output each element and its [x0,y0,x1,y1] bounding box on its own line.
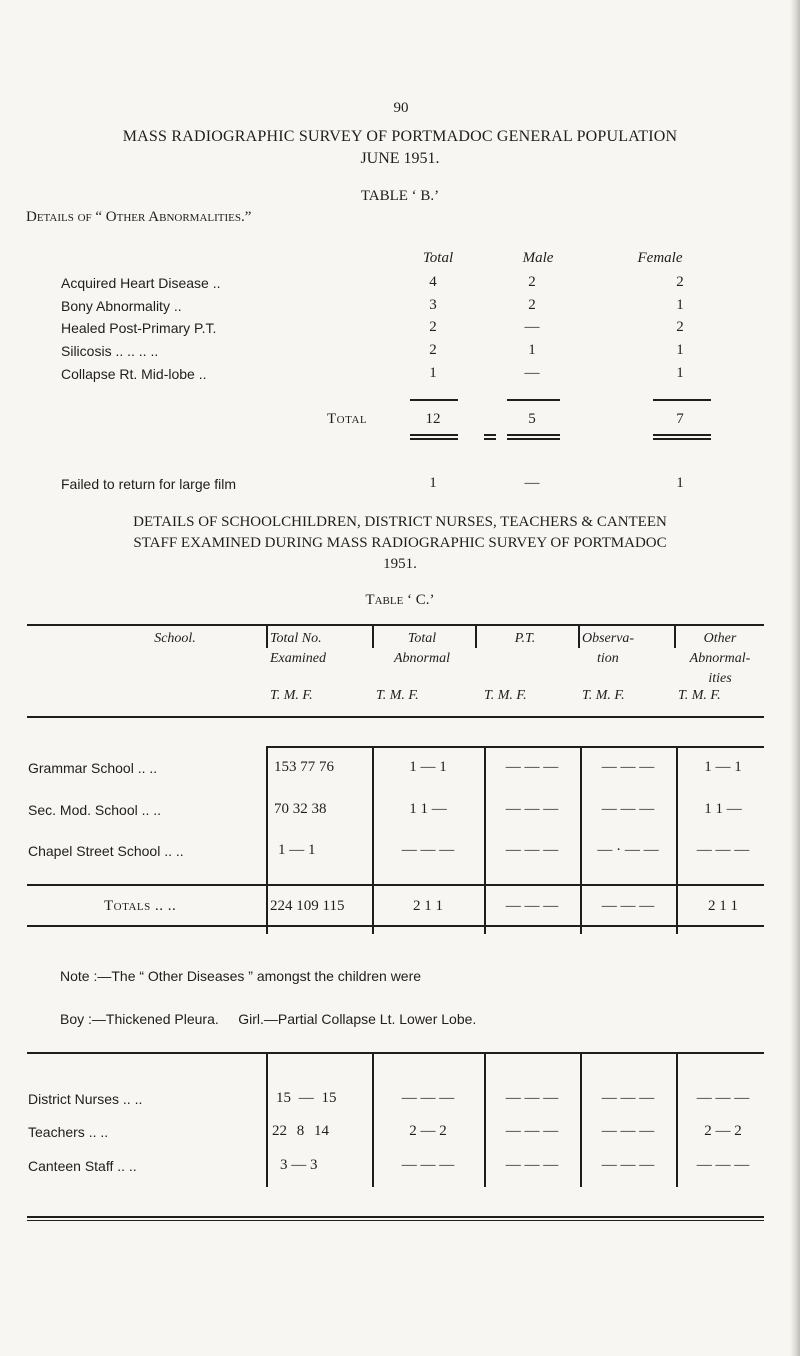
table-b-row-total: 4 [429,274,437,290]
table-b-row-label: Bony Abnormality .. [61,298,182,314]
table-c-row-examined: 70 32 38 [274,801,327,817]
table-c-header-examined: Examined [270,651,326,666]
table-b-row-male: — [524,365,540,381]
table-b-row-total: 1 [429,365,437,381]
table-b-double-rule [507,438,560,440]
table-c-row-abnormal: 1 1 — [409,801,447,817]
table-c-header-other-2: Abnormal- [689,651,751,666]
table-c-staff-pt: — — — [505,1090,559,1106]
table-c-staff-label: Teachers .. .. [28,1124,109,1140]
table-c-note-line2: Boy :—Thickened Pleura. Girl.—Partial Collapse Lt. Lower Lobe. [60,1011,477,1027]
table-c-totals-top-rule [27,884,764,886]
table-c-staff-examined: 3 — 3 [280,1157,318,1173]
table-b-row-total: 2 [429,342,437,358]
table-c-row-other: — — — [696,842,750,858]
table-c-staff-other: — — — [696,1157,750,1173]
table-c-row-pt: — — — [505,801,559,817]
table-c-staff-examined: 22 8 14 [272,1123,329,1139]
table-b-double-rule [410,438,458,440]
table-c-tmf-observation: T. M. F. [582,688,625,703]
table-b-failed-female: 1 [676,475,684,491]
table-b-row-female: 1 [676,297,684,313]
table-c-tmf-other: T. M. F. [678,688,721,703]
table-b-caption: TABLE ‘ B.’ [360,188,440,204]
table-c-header-total: Total [407,631,437,646]
table-c-header-vline [475,626,477,648]
table-b-double-rule [484,438,496,440]
table-b-row-total: 3 [429,297,437,313]
table-c-staff-vline [266,1052,268,1187]
table-b-total-label: Total [327,411,368,427]
table-c-header-pt: P.T. [514,631,536,646]
table-c-body-vline [266,746,268,896]
table-c-staff-pt: — — — [505,1123,559,1139]
table-b-header-male: Male [522,250,554,266]
table-b-row-total: 2 [429,319,437,335]
table-c-totals-label: Totals .. .. [104,898,177,914]
table-c-header-observation-2: tion [597,651,619,666]
table-c-staff-abnormal: — — — [401,1157,455,1173]
table-b-total-value: 12 [425,411,441,427]
table-c-totals-obs: — — — [601,898,655,914]
table-c-tmf-examined: T. M. F. [270,688,313,703]
table-b-row-label: Acquired Heart Disease .. [61,275,221,291]
table-b-header-female: Female [637,250,683,266]
table-c-totals-bottom-rule [27,925,764,927]
table-b-row-male: — [524,319,540,335]
table-c-tmf-abnormal: T. M. F. [376,688,419,703]
table-c-staff-examined: 15 — 15 [276,1090,337,1106]
table-b-double-rule [653,438,711,440]
table-c-header-abnormal: Abnormal [394,651,450,666]
table-c-header-vline [674,626,676,648]
table-c-staff-pt: — — — [505,1157,559,1173]
table-c-row-obs: — — — [601,759,655,775]
table-b-total-female: 7 [676,411,684,427]
table-b-double-rule [410,434,458,436]
table-c-row-other: 1 — 1 [704,759,742,775]
table-c-header-vline [578,626,580,648]
table-c-staff-other: — — — [696,1090,750,1106]
table-b-sum-rule-female [653,399,711,401]
table-c-body-top-rule [266,746,764,748]
main-title-line2: JUNE 1951. [360,150,440,167]
table-b-double-rule [507,434,560,436]
table-c-totals-examined: 224 109 115 [270,898,345,914]
table-b-row-female: 1 [676,342,684,358]
table-b-total-male: 5 [528,411,536,427]
table-c-row-pt: — — — [505,759,559,775]
table-b-failed-label: Failed to return for large film [61,476,237,492]
table-c-row-abnormal: 1 — 1 [409,759,447,775]
table-b-row-female: 2 [676,319,684,335]
table-c-staff-obs: — — — [601,1123,655,1139]
table-c-row-obs: — — — [601,801,655,817]
table-b-failed-male: — [524,475,540,491]
table-b-sum-rule-male [507,399,560,401]
table-c-staff-other: 2 — 2 [704,1123,742,1139]
table-c-staff-label: Canteen Staff .. .. [28,1158,137,1174]
table-b-header-total: Total [422,250,454,266]
table-b-row-male: 1 [528,342,536,358]
table-c-totals-pt: — — — [505,898,559,914]
table-b-row-label: Collapse Rt. Mid-lobe .. [61,366,207,382]
table-b-row-male: 2 [528,274,536,290]
table-c-row-pt: — — — [505,842,559,858]
table-c-staff-obs: — — — [601,1157,655,1173]
table-c-row-label: Grammar School .. .. [28,760,158,776]
table-c-note-line1: Note :—The “ Other Diseases ” amongst the children were [60,968,422,984]
section2-title-line2: STAFF EXAMINED DURING MASS RADIOGRAPHIC SURVEY OF PORTMADOC [133,535,667,551]
table-b-double-rule [653,434,711,436]
table-c-header-vline [266,626,268,648]
table-c-bottom-rule [27,1220,764,1221]
table-c-totals-abnormal: 2 1 1 [413,898,443,914]
table-b-row-label: Silicosis .. .. .. .. [61,343,159,359]
table-b-row-female: 1 [676,365,684,381]
table-c-row-label: Sec. Mod. School .. .. [28,802,162,818]
table-c-header-total-no: Total No. [270,631,322,646]
table-c-row-obs: — · — — [597,842,659,858]
table-c-top-rule [27,624,764,626]
section2-title-line3: 1951. [383,556,417,572]
table-c-bottom-rule [27,1216,764,1218]
page-number: 90 [393,100,409,116]
table-b-sum-rule-total [410,399,458,401]
table-c-header-school: School. [154,631,196,646]
table-c-totals-other: 2 1 1 [708,898,738,914]
table-c-staff-top-rule [27,1052,764,1054]
table-b-double-rule [484,434,496,436]
table-c-caption: Table ‘ C.’ [365,592,435,608]
table-c-row-other: 1 1 — [704,801,742,817]
table-b-row-male: 2 [528,297,536,313]
table-b-subtitle: Details of “ Other Abnormalities.” [26,209,252,225]
table-c-header-rule [27,716,764,718]
table-c-row-label: Chapel Street School .. .. [28,843,184,859]
table-c-staff-obs: — — — [601,1090,655,1106]
table-c-header-observation: Observa- [582,631,635,646]
table-b-failed-total: 1 [429,475,437,491]
table-c-header-vline [372,626,374,648]
table-c-header-other: Other [703,631,737,646]
table-b-row-label: Healed Post-Primary P.T. [61,320,217,336]
table-c-header-other-3: ities [708,671,732,686]
table-c-tmf-pt: T. M. F. [484,688,527,703]
table-c-staff-abnormal: 2 — 2 [409,1123,447,1139]
table-b-row-female: 2 [676,274,684,290]
table-c-staff-abnormal: — — — [401,1090,455,1106]
table-c-row-examined: 153 77 76 [274,759,334,775]
section2-title-line1: DETAILS OF SCHOOLCHILDREN, DISTRICT NURSES, TEACHERS & CANTEEN [133,514,667,530]
table-c-row-abnormal: — — — [401,842,455,858]
table-c-row-examined: 1 — 1 [278,842,316,858]
table-c-staff-label: District Nurses .. .. [28,1091,143,1107]
main-title-line1: MASS RADIOGRAPHIC SURVEY OF PORTMADOC GENERAL POPULATION [122,128,678,145]
table-c-totals-vline [266,884,268,934]
